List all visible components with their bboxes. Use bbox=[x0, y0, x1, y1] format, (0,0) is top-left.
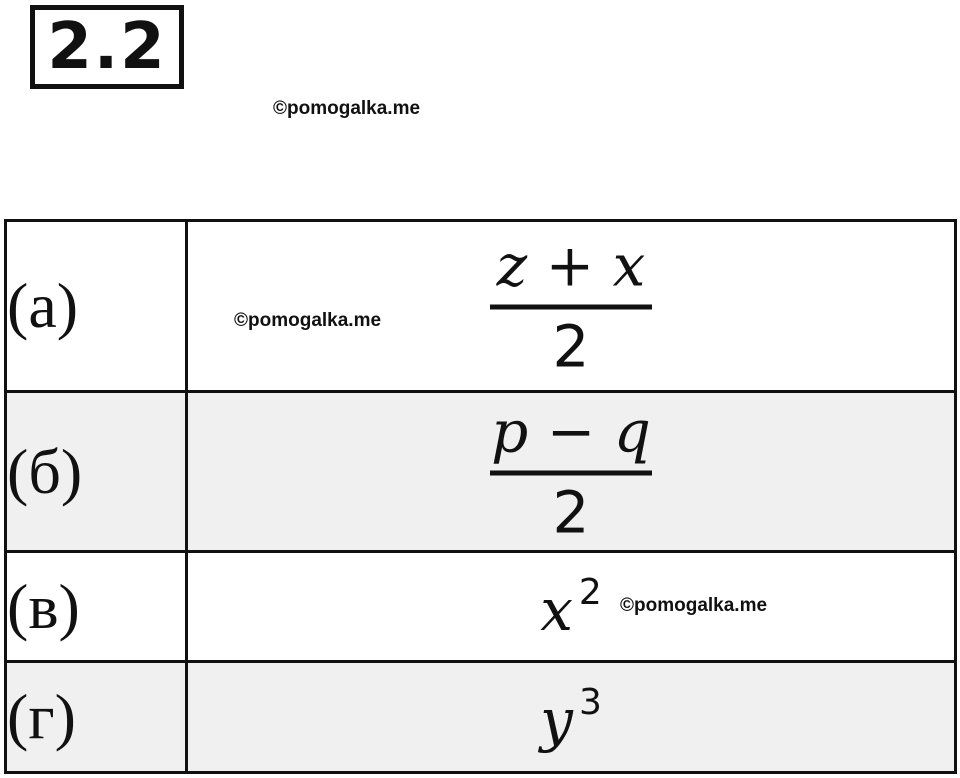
power-expression bbox=[540, 682, 602, 754]
numerator: p − q bbox=[491, 397, 651, 465]
expression-cell bbox=[187, 392, 956, 552]
expression-cell bbox=[187, 662, 956, 773]
row-label: (а) bbox=[6, 221, 187, 392]
row-label: (б) bbox=[6, 392, 187, 552]
exponent: 2 bbox=[578, 571, 602, 613]
fraction bbox=[490, 231, 652, 381]
expression-cell bbox=[187, 221, 956, 392]
watermark: ©pomogalka.me bbox=[234, 310, 382, 331]
denominator: 2 bbox=[552, 478, 590, 546]
table-row bbox=[6, 662, 956, 773]
base: x bbox=[540, 575, 573, 644]
watermark: ©pomogalka.me bbox=[620, 595, 768, 616]
numerator: z + x bbox=[496, 231, 646, 300]
power-expression bbox=[540, 571, 602, 644]
fraction bbox=[490, 397, 652, 546]
base: y bbox=[540, 686, 573, 754]
denominator: 2 bbox=[552, 312, 590, 381]
table-row bbox=[6, 552, 956, 662]
expression-cell bbox=[187, 552, 956, 662]
watermark: ©pomogalka.me bbox=[273, 98, 421, 119]
row-label: (в) bbox=[6, 552, 187, 662]
table-row bbox=[6, 392, 956, 552]
fraction-bar bbox=[490, 470, 652, 475]
answers-table bbox=[4, 219, 957, 774]
row-label: (г) bbox=[6, 662, 187, 773]
problem-number: 2.2 bbox=[30, 5, 184, 89]
table-row bbox=[6, 221, 956, 392]
fraction-bar bbox=[490, 305, 652, 310]
exponent: 3 bbox=[578, 682, 602, 723]
